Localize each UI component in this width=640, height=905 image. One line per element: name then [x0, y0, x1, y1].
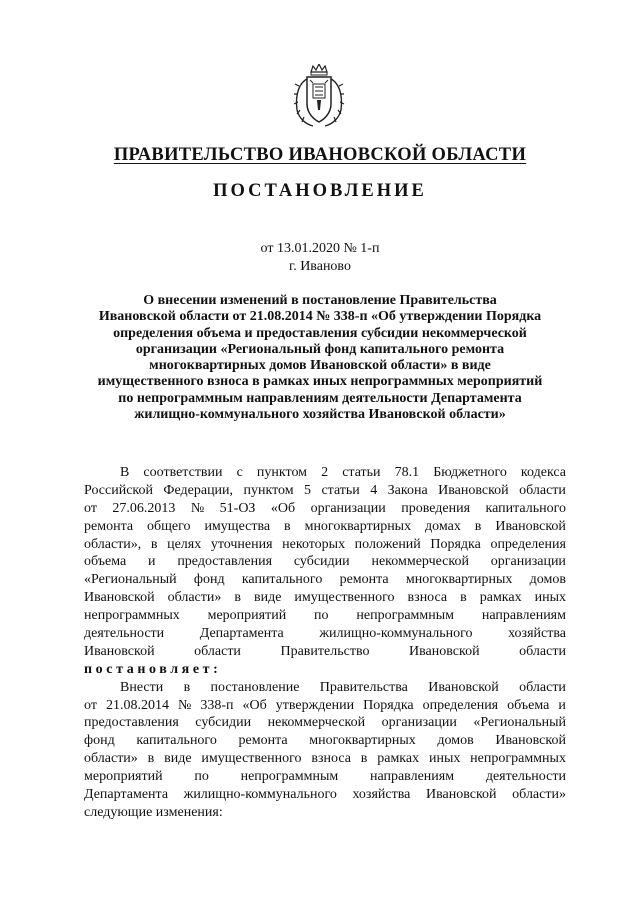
word: области [519, 643, 566, 659]
word: взноса [311, 751, 351, 767]
word: по [194, 769, 209, 785]
word: субсидии [195, 715, 252, 731]
word: мероприятий [84, 769, 163, 785]
word: определения [422, 697, 499, 713]
word: пунктом [256, 465, 308, 480]
word: деятельности [84, 626, 165, 642]
word: проведения [401, 500, 471, 516]
word: области» [512, 787, 566, 803]
word: некоторых [282, 536, 346, 552]
word: непрограммных [84, 608, 180, 624]
date-number: от 13.01.2020 № 1-п [260, 241, 380, 256]
word: и [558, 697, 566, 713]
word: области [194, 643, 241, 659]
subject-line: имущественного взноса в рамках иных непрограммных мероприятий [97, 374, 543, 390]
word: некоммерческой [371, 554, 469, 570]
word: положений [354, 536, 421, 552]
word: Федерации, [163, 482, 234, 498]
word: общего [147, 518, 191, 534]
word: Ивановской [409, 643, 480, 659]
word: Внести [120, 679, 164, 695]
word: организации [310, 500, 386, 516]
word: Российской [84, 482, 153, 498]
word: целях [167, 536, 202, 552]
word: организации [381, 715, 457, 731]
word: от [84, 697, 97, 713]
body-line [84, 732, 566, 750]
word: области» [84, 751, 138, 767]
word: хозяйства [508, 626, 566, 642]
word: имущественного [201, 751, 302, 767]
body-line [84, 482, 566, 500]
word: имущественного [294, 590, 395, 606]
word: домах [425, 518, 461, 534]
word: деятельности [485, 769, 566, 785]
subject-line: по непрограммным направлениям деятельности Департамента [118, 390, 522, 406]
body-line [84, 571, 566, 589]
word: в [234, 590, 241, 606]
document-subject [84, 293, 556, 423]
word: В [120, 465, 130, 480]
word: кодекса [520, 465, 566, 480]
word: рамках [479, 590, 522, 606]
word: в [150, 536, 158, 552]
word: с [236, 465, 243, 480]
body-line [84, 589, 566, 607]
word: взноса [407, 590, 448, 606]
word: статьи [321, 482, 360, 498]
word: 78.1 [394, 465, 420, 480]
word: Правительства [319, 679, 408, 695]
word: 2 [321, 465, 329, 480]
word: 5 [304, 482, 312, 498]
word: домов [437, 733, 474, 749]
word: направлениям [481, 608, 566, 624]
city: г. Иваново [289, 259, 351, 274]
word: Ивановской [425, 787, 497, 803]
word: хозяйства [352, 787, 411, 803]
document-type: ПОСТАНОВЛЕНИЕ [213, 181, 427, 201]
body-line [84, 607, 566, 625]
word: «Региональный [473, 715, 566, 731]
word: в [360, 751, 368, 767]
word: виде [253, 590, 282, 606]
document-body [84, 464, 566, 822]
resolves-keyword: постановляет: [84, 661, 222, 677]
body-line [84, 679, 566, 697]
word: в [474, 518, 482, 534]
word: непрограммным [356, 608, 455, 624]
word: субсидии [293, 554, 350, 570]
body-line [84, 500, 566, 518]
word: «Об [270, 500, 296, 516]
word: жилищно-коммунального [183, 787, 337, 803]
word: предоставления [84, 715, 179, 731]
word: по [314, 608, 329, 624]
word: ремонта [238, 733, 288, 749]
organization-title: ПРАВИТЕЛЬСТВО ИВАНОВСКОЙ ОБЛАСТИ [113, 145, 527, 165]
word: Ивановской [438, 482, 509, 498]
word: «Об [242, 697, 267, 713]
subject-line: жилищно-коммунального хозяйства Ивановской области» [134, 407, 506, 423]
word: иных [534, 590, 566, 606]
word: пунктом [243, 482, 294, 498]
word: 4 [370, 482, 378, 498]
word: Порядка [430, 536, 481, 552]
word: фонд [84, 733, 115, 749]
word: № [190, 500, 205, 516]
word: 338-п [200, 697, 234, 713]
word: капитального [136, 733, 217, 749]
word: 51-ОЗ [219, 500, 256, 516]
body-line [84, 786, 566, 804]
word: предоставления [177, 554, 273, 570]
word: 27.06.2013 [112, 500, 176, 516]
subject-line: организации «Региональный фонд капитального ремонта [135, 341, 505, 357]
word: фонд [193, 572, 225, 588]
word: уточнения [210, 536, 273, 552]
coat-of-arms-icon [293, 64, 345, 128]
body-line [84, 750, 566, 768]
word: многоквартирных [405, 572, 513, 588]
word: области [519, 679, 566, 695]
word: «Региональный [84, 572, 177, 588]
subject-line: многоквартирных домов Ивановской области» в виде [149, 358, 491, 374]
subject-line: определения объема и предоставления субсидии некоммерческой [113, 325, 527, 341]
word: направлениям [369, 769, 455, 785]
word: непрограммным [240, 769, 339, 785]
body-line [84, 697, 566, 715]
word: в [284, 518, 291, 534]
subject-line: О внесении изменений в постановление Правительства [143, 293, 497, 308]
word: рамках [377, 751, 420, 767]
subject-line: Ивановской области от 21.08.2014 № 338-п «Об утверждении Порядка [98, 309, 542, 325]
word: объема [84, 554, 127, 570]
word: Департамента [84, 787, 169, 803]
word: Департамента [199, 626, 284, 642]
word: области [519, 482, 566, 498]
word: постановление [210, 679, 300, 695]
word: ремонта [84, 518, 134, 534]
word: многоквартирных [304, 518, 412, 534]
body-line [84, 625, 566, 643]
word: многоквартирных [309, 733, 416, 749]
word: в [460, 590, 467, 606]
word: № [177, 697, 192, 713]
word: области», [84, 536, 142, 552]
body-line [84, 536, 566, 554]
word: Ивановской [84, 590, 155, 606]
word: Ивановской [84, 643, 155, 659]
word: виде [164, 751, 192, 767]
word: статьи [342, 465, 381, 480]
word: Бюджетного [433, 465, 507, 480]
word: некоммерческой [267, 715, 366, 731]
word: мероприятий [207, 608, 287, 624]
body-line [84, 518, 566, 536]
word: в [183, 679, 191, 695]
word: объема [507, 697, 550, 713]
body-line: следующие изменения: [84, 804, 223, 820]
word: Порядка [363, 697, 414, 713]
word: имущества [204, 518, 271, 534]
body-line [84, 714, 566, 732]
word: домов [529, 572, 566, 588]
body-line [84, 643, 566, 661]
word: капитального [485, 500, 566, 516]
word: Ивановской [428, 679, 499, 695]
word: в [147, 751, 155, 767]
word: непрограммных [470, 751, 566, 767]
word: соответствии [143, 465, 223, 480]
word: жилищно-коммунального [319, 626, 473, 642]
body-line [84, 464, 566, 482]
word: утверждении [275, 697, 355, 713]
word: области» [167, 590, 222, 606]
date-block [0, 240, 640, 276]
body-line [84, 553, 566, 571]
word: ремонта [339, 572, 389, 588]
word: иных [428, 751, 461, 767]
word: организации [490, 554, 566, 570]
word: 21.08.2014 [105, 697, 169, 713]
word: Закона [387, 482, 428, 498]
word: Правительство [280, 643, 370, 659]
word: Ивановской [495, 733, 566, 749]
body-line [84, 768, 566, 786]
word: определения [490, 536, 566, 552]
word: капитального [241, 572, 323, 588]
word: от [84, 500, 97, 516]
word: Ивановской [495, 518, 566, 534]
word: и [148, 554, 156, 570]
